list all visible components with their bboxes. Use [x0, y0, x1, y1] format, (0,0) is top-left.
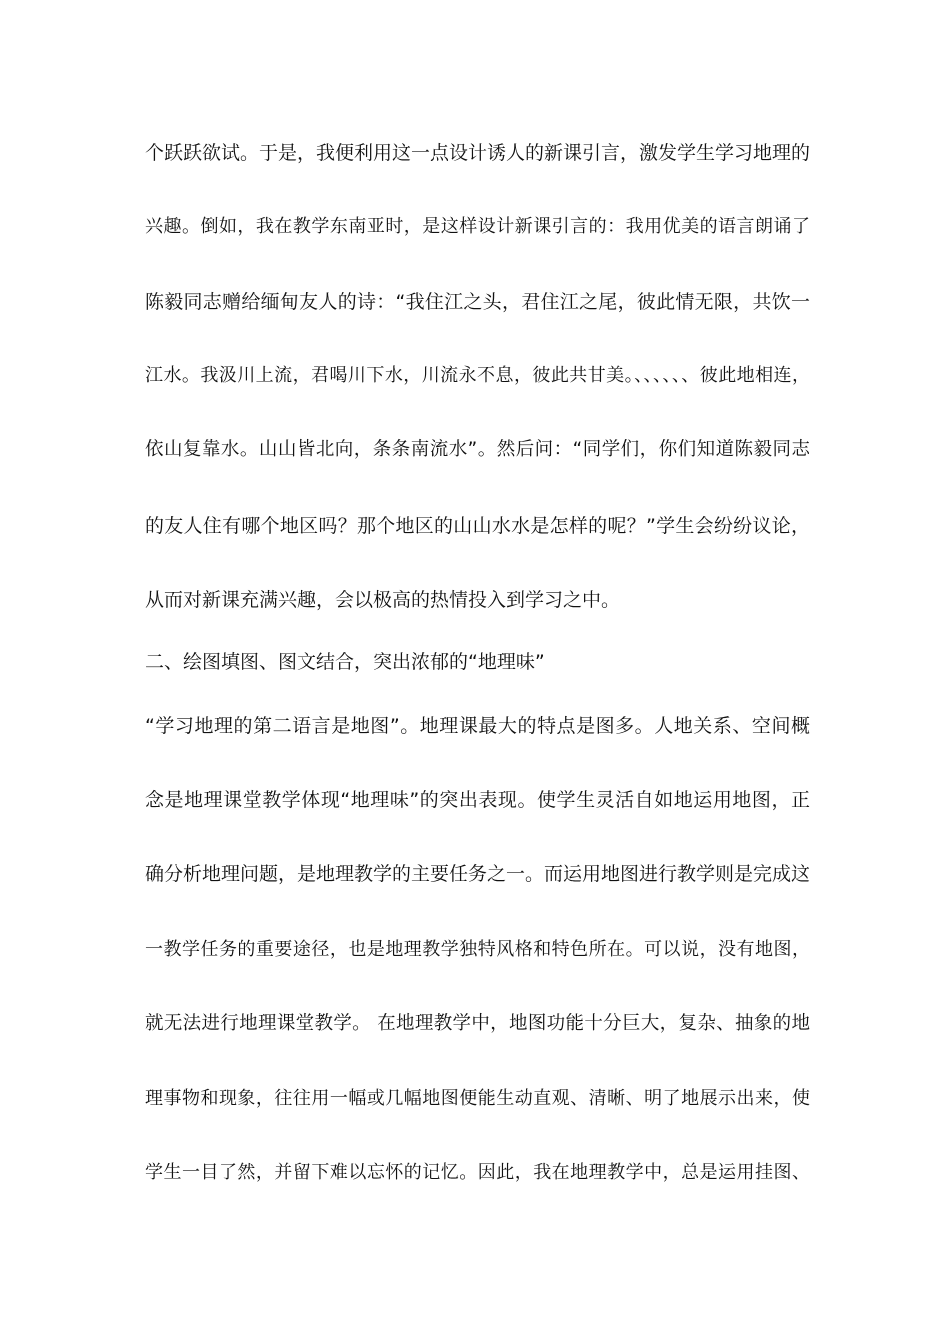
text-line-14: 理事物和现象，往往用一幅或几幅地图便能生动直观、清晰、明了地展示出来，使 — [145, 1088, 810, 1109]
text-line-10: 念是地理课堂教学体现“地理味”的突出表现。使学生灵活自如地运用地图，正 — [145, 789, 810, 811]
text-line-4: 江水。我汲川上流，君喝川下水，川流永不息，彼此共甘美。、、、、、、彼此地相连， — [145, 365, 810, 386]
text-line-11: 确分析地理问题，是地理教学的主要任务之一。而运用地图进行教学则是完成这 — [145, 863, 811, 885]
text-line-2: 兴趣。倒如，我在教学东南亚时，是这样设计新课引言的：我用优美的语言朗诵了 — [145, 216, 810, 237]
section-heading: 二、绘图填图、图文结合，突出浓郁的“地理味” — [145, 651, 545, 673]
text-line-3: 陈毅同志赠给缅甸友人的诗：“我住江之头，君住江之尾，彼此情无限，共饮一 — [145, 291, 810, 313]
text-line-6: 的友人住有哪个地区吗？那个地区的山山水水是怎样的呢？”学生会纷纷议论， — [145, 515, 810, 537]
text-line-9: “学习地理的第二语言是地图”。地理课最大的特点是图多。人地关系、空间概 — [145, 715, 810, 737]
text-line-1: 个跃跃欲试。于是，我便利用这一点设计诱人的新课引言，激发学生学习地理的 — [145, 142, 811, 164]
text-line-13: 就无法进行地理课堂教学。 在地理教学中，地图功能十分巨大，复杂、抽象的地 — [145, 1013, 810, 1034]
text-line-5: 依山复靠水。山山皆北向，条条南流水”。然后问：“同学们，你们知道陈毅同志 — [145, 439, 810, 460]
text-line-15: 学生一目了然，并留下难以忘怀的记忆。因此，我在地理教学中，总是运用挂图、 — [145, 1162, 810, 1183]
text-line-7: 从而对新课充满兴趣，会以极高的热情投入到学习之中。 — [145, 589, 621, 611]
text-line-12: 一教学任务的重要途径，也是地理教学独特风格和特色所在。可以说，没有地图， — [145, 939, 810, 960]
